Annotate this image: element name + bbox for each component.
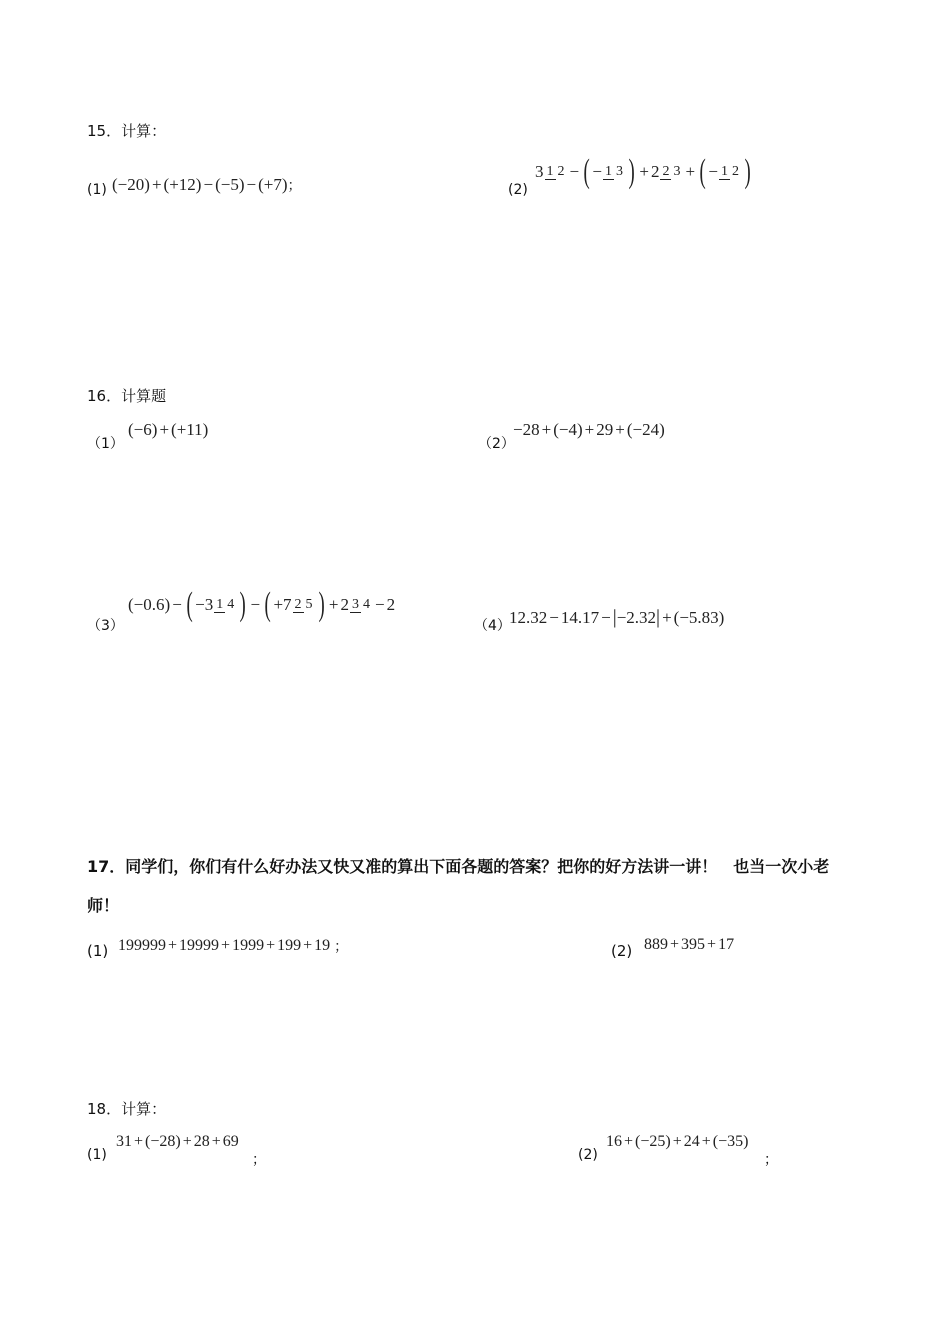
- whole: 2: [650, 162, 660, 181]
- term: 29: [596, 420, 614, 439]
- q18-p1-expression: 31 + ( −28 ) + 28 + 69: [116, 1133, 239, 1150]
- fraction: 3 4: [351, 597, 370, 612]
- term: 69: [222, 1133, 239, 1150]
- q16-p4-label: （4）: [474, 618, 511, 634]
- q18-p1-label: (1): [87, 1147, 107, 1163]
- term: 19999: [179, 937, 220, 954]
- q16-p2-expression: −28 + ( −4 ) + 29 + ( −24 ): [513, 420, 665, 439]
- fraction: 1 2: [546, 164, 565, 179]
- term: −4: [558, 420, 577, 439]
- q15-title: 15．计算：: [87, 122, 167, 140]
- whole: −3: [195, 595, 214, 614]
- term: +12: [169, 175, 196, 194]
- term: 199: [277, 937, 302, 954]
- q15-p2-expression: 3 1 2 − ( − 1 3 ) + 2 2 3 + ( − 1 2 ): [535, 153, 751, 190]
- q15-p1-label: (1): [87, 182, 107, 198]
- q17-prompt-line1: 17．同学们，你们有什么好办法又快又准的算出下面各题的答案？把你的好方法讲一讲！ 也当一次小老: [87, 857, 830, 876]
- whole: 2: [340, 595, 349, 614]
- q17-p1-expression: 199999 + 19999 + 1999 + 199 + 19 ；: [118, 937, 349, 955]
- fraction: 2 5: [294, 597, 313, 612]
- q15-p2-label: (2): [508, 182, 528, 198]
- q18-p2-label: (2): [578, 1147, 598, 1163]
- semicolon: ；: [252, 1152, 266, 1168]
- q17-p2-expression: 889 + 395 + 17: [644, 936, 735, 953]
- fraction: 1 3: [605, 164, 624, 179]
- term: 24: [683, 1133, 700, 1150]
- term: +11: [176, 420, 203, 439]
- q17-p2-label: (2): [611, 942, 633, 960]
- term: −0.6: [133, 595, 165, 614]
- term: 16: [606, 1133, 622, 1150]
- q16-p1-label: （1）: [87, 436, 124, 452]
- term: 19: [314, 937, 331, 954]
- q16-p3-label: （3）: [87, 618, 124, 634]
- term: 199999: [118, 937, 166, 954]
- term: −35: [718, 1133, 744, 1150]
- fraction: 2 3: [662, 164, 681, 179]
- term: −5: [220, 175, 239, 194]
- term: 28: [193, 1133, 210, 1150]
- q16-p1-expression: ( −6 ) + ( +11 ): [128, 420, 209, 439]
- term: −5.83: [679, 607, 719, 627]
- whole: +7: [273, 595, 292, 614]
- q18-title: 18．计算：: [87, 1100, 167, 1118]
- term: 2: [386, 595, 396, 614]
- term: −6: [133, 420, 152, 439]
- q16-p3-expression: ( −0.6 ) − ( −3 1 4 ) − ( +7 2 5 ) + 2 3 4 − 2: [128, 586, 396, 623]
- term: −28: [513, 420, 540, 439]
- term: 17: [718, 936, 735, 953]
- term: 12.32: [509, 607, 548, 627]
- term: 395: [681, 936, 706, 953]
- term: 889: [644, 936, 668, 953]
- term: +7: [263, 175, 282, 194]
- term: 14.17: [560, 607, 600, 627]
- q16-title: 16．计算题: [87, 387, 167, 405]
- semicolon: ；: [287, 179, 302, 194]
- q16-p2-label: （2）: [478, 436, 515, 452]
- term: 1999: [232, 937, 265, 954]
- semicolon: ；: [764, 1152, 778, 1168]
- q15-p1-expression: ( −20 ) + ( +12 ) − ( −5 ) − ( +7 ) ；: [112, 175, 302, 194]
- term: −28: [150, 1133, 176, 1150]
- term: −25: [640, 1133, 666, 1150]
- q17-prompt-line2: 师！: [87, 896, 120, 915]
- term: −2.32: [616, 607, 657, 627]
- q17-p1-label: (1): [87, 942, 109, 960]
- q16-p4-expression: 12.32 − 14.17 − | −2.32 | + ( −5.83 ): [509, 606, 725, 628]
- term: −24: [632, 420, 660, 439]
- q18-p2-expression: 16 + ( −25 ) + 24 + ( −35 ): [606, 1133, 749, 1150]
- fraction: 1 2: [720, 164, 739, 179]
- term: −20: [117, 175, 145, 194]
- term: 31: [116, 1133, 132, 1150]
- whole: 3: [535, 162, 544, 181]
- semicolon: ；: [334, 940, 349, 955]
- fraction: 1 4: [216, 597, 235, 612]
